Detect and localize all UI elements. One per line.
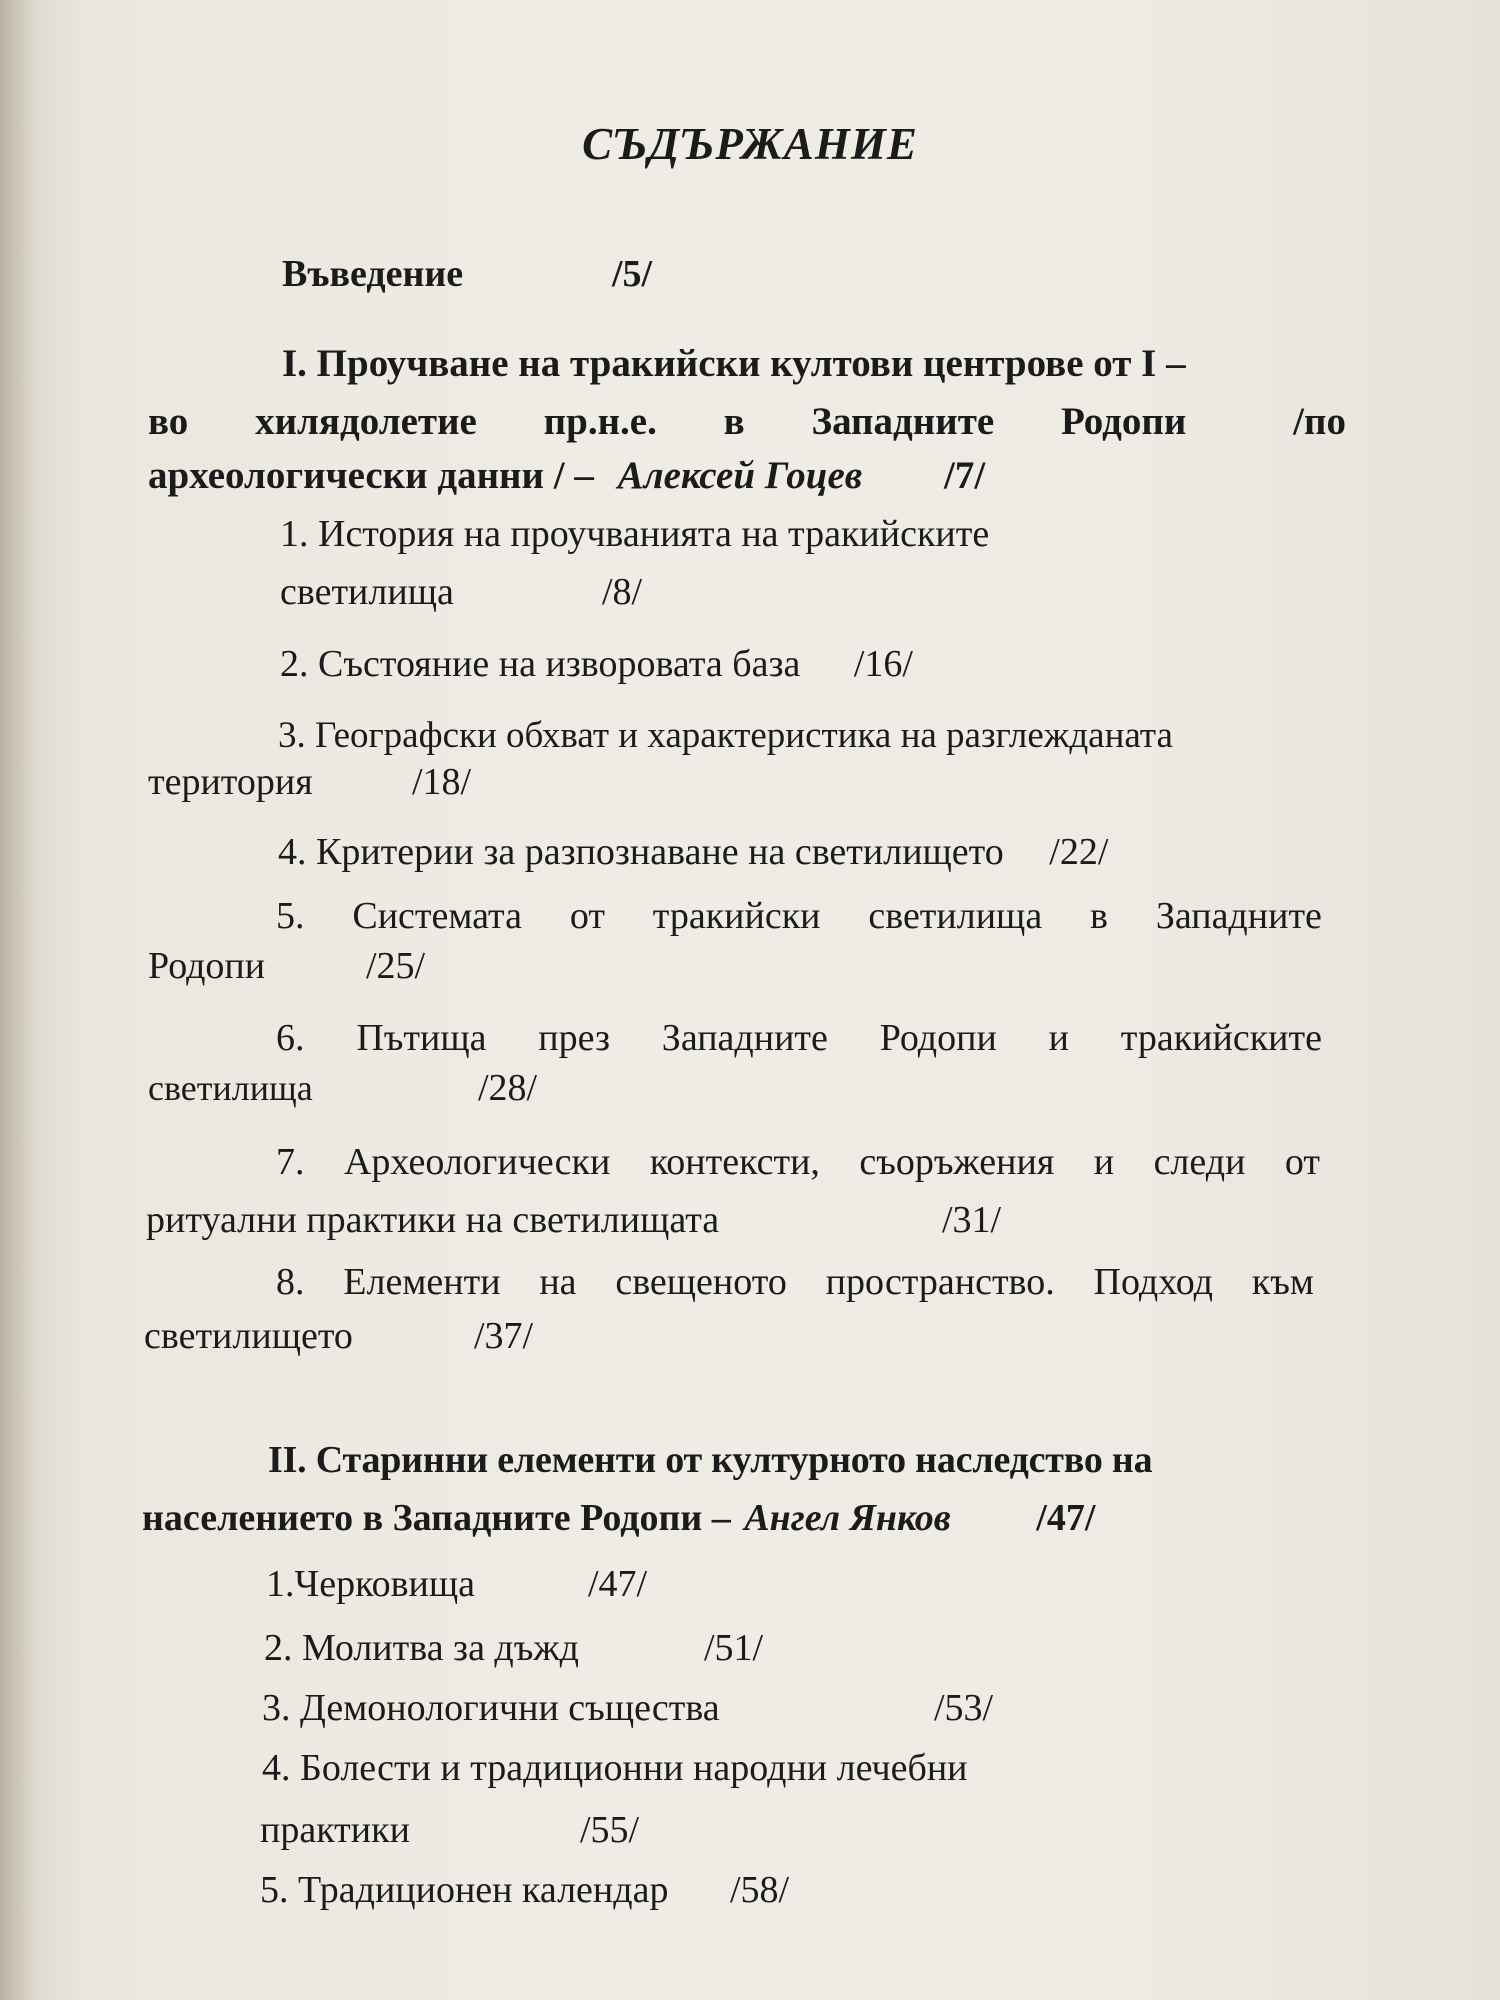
- toc-word: Западните: [1155, 895, 1322, 937]
- part1-heading-line1: I. Проучване на тракийски култови центрове от I –: [282, 342, 1186, 385]
- toc-item-text: практики: [260, 1809, 410, 1851]
- toc-word: Подход: [1093, 1261, 1214, 1303]
- part2-heading-line2: [142, 1494, 1095, 1542]
- toc-word: свещеното: [615, 1261, 787, 1303]
- toc-item-3-line2: [148, 758, 472, 806]
- toc-word: 8.: [276, 1261, 305, 1303]
- toc-word: от: [1284, 1141, 1320, 1183]
- author-name: Алексей Гоцев: [617, 454, 863, 497]
- part2-heading-line1: II. Старинни елементи от културното наследство на: [268, 1439, 1153, 1481]
- toc-word: следи: [1153, 1141, 1246, 1183]
- toc-page-number: /8/: [602, 571, 643, 613]
- toc-item-8-line2: [144, 1312, 534, 1360]
- toc-word: светилища: [868, 895, 1043, 937]
- toc-item-7-line2: [146, 1196, 1002, 1244]
- toc-word: Археологически: [343, 1141, 611, 1183]
- toc-item-6-line2: [148, 1064, 538, 1112]
- toc-word: към: [1251, 1261, 1314, 1303]
- toc-item-2: [280, 640, 913, 688]
- toc-item-text: светилището: [144, 1315, 353, 1357]
- toc-page-number: /55/: [580, 1809, 640, 1851]
- toc-entry-label: Въведение: [282, 253, 464, 295]
- toc-item-7-line1: [276, 1138, 1320, 1186]
- toc-item-4: [278, 828, 1108, 876]
- toc-word: Елементи: [343, 1261, 501, 1303]
- toc-item-text: светилища: [280, 571, 454, 613]
- toc-item-text: 3. Демонологични същества: [262, 1687, 720, 1729]
- toc-item-text: 4. Критерии за разпознаване на светилището: [278, 831, 1004, 873]
- toc-word: 5.: [276, 895, 305, 937]
- toc-word: Западните: [661, 1017, 828, 1059]
- toc-item-text: 2. Молитва за дъжд: [264, 1627, 580, 1669]
- heading-word: Западните: [811, 400, 995, 443]
- part1-heading-line2: [148, 398, 1346, 446]
- author-name: Ангел Янков: [744, 1497, 951, 1539]
- toc-item-5-line1: [276, 892, 1322, 940]
- toc-item-text: светилища: [148, 1068, 313, 1108]
- toc-word: на: [539, 1261, 577, 1303]
- toc-entry-intro: [282, 250, 653, 298]
- toc-page-number: /18/: [412, 761, 472, 803]
- toc-item-3-line1: 3. Географски обхват и характеристика на разглежданата: [278, 715, 1173, 756]
- toc-item-8-line1: [276, 1258, 1314, 1306]
- heading-text: населението в Западните Родопи –: [142, 1497, 731, 1539]
- toc-word: Пътища: [356, 1017, 487, 1059]
- toc-word: пространство.: [825, 1261, 1055, 1303]
- toc-page-number: /28/: [478, 1067, 538, 1109]
- heading-word: в: [723, 400, 745, 443]
- toc-word: в: [1090, 895, 1108, 937]
- toc-page-number: /25/: [366, 945, 426, 987]
- heading-word: во: [148, 400, 189, 443]
- toc-page-number: /58/: [729, 1869, 790, 1911]
- toc-item-ii-1: [266, 1560, 648, 1608]
- toc-word: и: [1048, 1017, 1069, 1059]
- toc-word: Системата: [352, 895, 522, 937]
- toc-word: тракийски: [652, 895, 821, 937]
- toc-item-text: територия: [148, 761, 313, 803]
- heading-text: археологически данни / –: [148, 454, 594, 497]
- toc-word: контексти,: [649, 1141, 820, 1183]
- toc-word: през: [538, 1017, 610, 1059]
- toc-item-text: 2. Състояние на изворовата база: [280, 643, 801, 685]
- toc-item-1-line2: [280, 568, 643, 616]
- toc-page-number: /47/: [1036, 1497, 1096, 1539]
- toc-page-number: /16/: [853, 643, 913, 685]
- toc-word: 6.: [276, 1017, 305, 1059]
- heading-word: Родопи: [1060, 400, 1187, 443]
- toc-item-6-line1: [276, 1014, 1322, 1062]
- toc-item-text: 1.Черковища: [266, 1563, 475, 1605]
- toc-page-number: /37/: [474, 1315, 534, 1357]
- heading-word: хилядолетие: [255, 400, 477, 443]
- toc-page-number: /5/: [612, 253, 653, 295]
- toc-page-number: /22/: [1049, 831, 1109, 873]
- toc-word: съоръжения: [859, 1141, 1055, 1183]
- toc-item-text: Родопи: [148, 945, 266, 987]
- toc-item-5-line2: [148, 942, 426, 990]
- toc-item-ii-4-line2: [260, 1806, 640, 1854]
- toc-page-number: /47/: [588, 1563, 648, 1605]
- toc-word: Родопи: [879, 1017, 997, 1059]
- toc-page-number: /53/: [934, 1687, 994, 1729]
- toc-word: тракийските: [1120, 1017, 1322, 1059]
- heading-word: /по: [1293, 400, 1346, 443]
- heading-word: пр.н.е.: [543, 400, 657, 443]
- toc-word: и: [1093, 1141, 1115, 1183]
- toc-word: от: [569, 895, 605, 937]
- toc-item-ii-3: [262, 1684, 994, 1732]
- page-title: СЪДЪРЖАНИЕ: [582, 119, 918, 169]
- toc-page-number: /7/: [943, 454, 986, 497]
- toc-word: 7.: [276, 1141, 305, 1183]
- toc-page-number: /31/: [942, 1199, 1002, 1241]
- toc-item-ii-4-line1: 4. Болести и традиционни народни лечебни: [262, 1747, 968, 1789]
- toc-item-ii-2: [264, 1624, 764, 1672]
- toc-item-ii-5: [260, 1866, 789, 1914]
- toc-item-1-line1: 1. История на проучванията на тракийските: [280, 513, 990, 555]
- toc-page-number: /51/: [704, 1627, 764, 1669]
- toc-item-text: 5. Традиционен календар: [260, 1869, 669, 1911]
- toc-item-text: ритуални практики на светилищата: [146, 1199, 720, 1241]
- part1-heading-line3: [148, 452, 985, 500]
